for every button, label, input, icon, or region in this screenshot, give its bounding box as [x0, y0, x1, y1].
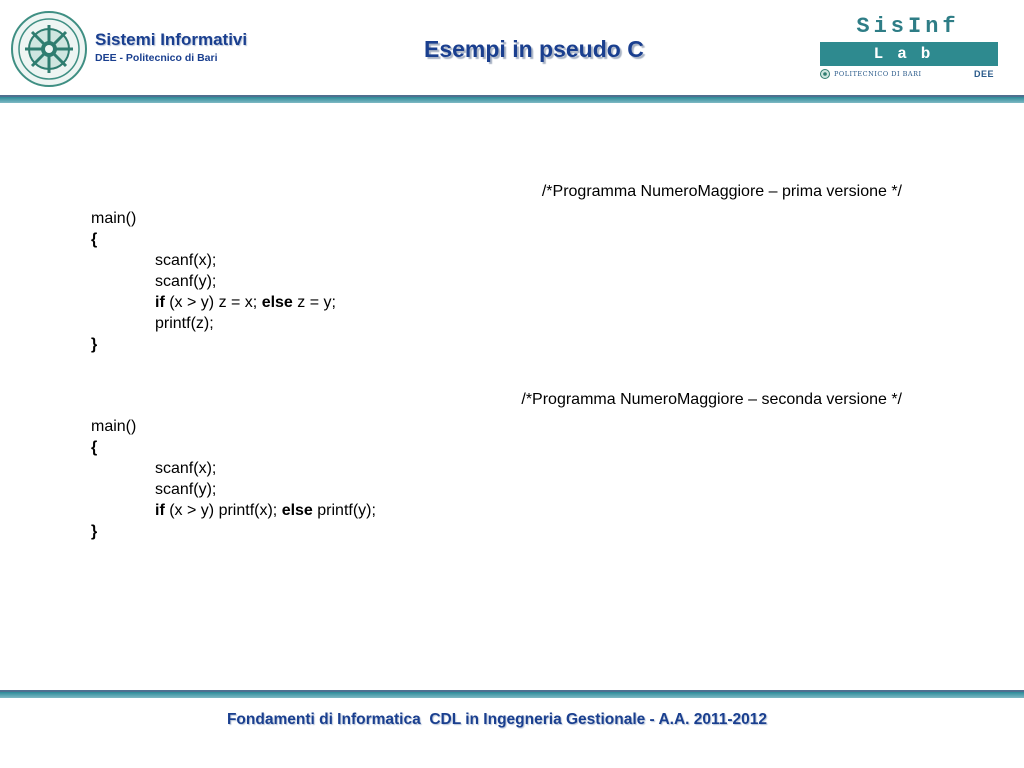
code-line: scanf(y); — [155, 481, 217, 498]
lab-logo-footer — [820, 69, 998, 83]
open-brace: { — [91, 439, 98, 456]
header-divider — [0, 95, 1024, 103]
else-branch: printf(y); — [312, 502, 376, 519]
lab-logo-footer-right: DEE — [974, 69, 995, 79]
slide-title: Esempi in pseudo C — [424, 36, 644, 62]
if-condition: (x > y) z = x; — [164, 294, 262, 311]
program-comment: /*Programma NumeroMaggiore – seconda versione */ — [521, 391, 902, 408]
footer-divider — [0, 690, 1024, 698]
keyword-if: if — [155, 294, 165, 311]
org-name: Sistemi Informativi — [95, 30, 248, 49]
keyword-else: else — [261, 294, 293, 311]
program-signature: main() — [91, 210, 137, 227]
keyword-if: if — [155, 502, 165, 519]
close-brace: } — [91, 523, 98, 540]
politecnico-seal-icon — [10, 10, 88, 88]
poliba-mini-seal-icon — [820, 69, 830, 79]
code-line: scanf(y); — [155, 273, 217, 290]
open-brace: { — [91, 231, 98, 248]
slide-header — [0, 0, 1024, 95]
org-subtitle: DEE - Politecnico di Bari — [95, 52, 218, 64]
if-condition: (x > y) printf(x); — [164, 502, 282, 519]
lab-logo-top-text: SisInf — [856, 14, 960, 39]
lab-logo-band-text: Lab — [820, 42, 998, 66]
program-signature: main() — [91, 418, 137, 435]
code-line: scanf(x); — [155, 460, 217, 477]
lab-logo-footer-left: POLITECNICO DI BARI — [834, 70, 922, 78]
sisinf-lab-logo — [818, 14, 998, 84]
course-footer: Fondamenti di Informatica CDL in Ingegneria Gestionale - A.A. 2011-2012 — [226, 711, 768, 728]
code-line-if-else — [155, 500, 376, 521]
code-line: printf(z); — [155, 315, 214, 332]
program-comment: /*Programma NumeroMaggiore – prima versione */ — [541, 183, 902, 200]
code-line-if-else — [155, 292, 336, 313]
code-line: scanf(x); — [155, 252, 217, 269]
keyword-else: else — [281, 502, 313, 519]
close-brace: } — [91, 336, 98, 353]
else-branch: z = y; — [292, 294, 336, 311]
